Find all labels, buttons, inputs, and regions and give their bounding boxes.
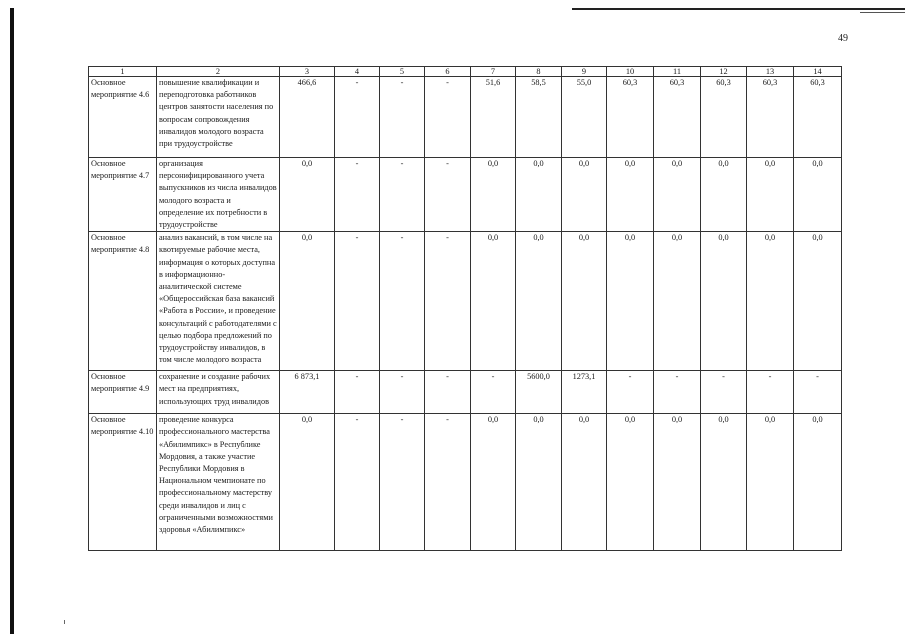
table-cell: 6 873,1 — [280, 371, 335, 414]
table-cell: 0,0 — [280, 158, 335, 232]
measure-name: Основное мероприятие 4.9 — [89, 371, 157, 414]
top-edge-line — [572, 8, 905, 10]
table-cell: 0,0 — [280, 414, 335, 551]
table-cell: 0,0 — [516, 414, 562, 551]
table-cell: 5600,0 — [516, 371, 562, 414]
table-cell: 0,0 — [607, 414, 654, 551]
table-cell: 1273,1 — [562, 371, 607, 414]
page-number: 49 — [838, 33, 848, 44]
table-cell: - — [701, 371, 747, 414]
column-header: 5 — [380, 67, 425, 77]
table-cell: - — [654, 371, 701, 414]
table-cell: 51,6 — [471, 77, 516, 158]
table-cell: - — [380, 414, 425, 551]
table-cell: - — [747, 371, 794, 414]
top-edge-line-secondary — [860, 12, 905, 13]
table-cell: 0,0 — [794, 232, 842, 371]
table-cell: 466,6 — [280, 77, 335, 158]
column-header: 13 — [747, 67, 794, 77]
table-row — [89, 77, 842, 158]
column-header: 14 — [794, 67, 842, 77]
table-cell: 0,0 — [471, 158, 516, 232]
table-cell: 0,0 — [794, 414, 842, 551]
binding-edge-line — [10, 8, 14, 634]
column-number-header-row — [89, 67, 842, 77]
column-header: 8 — [516, 67, 562, 77]
table-row — [89, 371, 842, 414]
column-header: 2 — [157, 67, 280, 77]
table-cell: - — [335, 371, 380, 414]
table-cell: - — [380, 371, 425, 414]
column-header: 12 — [701, 67, 747, 77]
table-cell: - — [425, 77, 471, 158]
table-cell: - — [380, 158, 425, 232]
table-cell: 60,3 — [747, 77, 794, 158]
table-cell: 0,0 — [562, 232, 607, 371]
table-cell: 0,0 — [562, 414, 607, 551]
measure-description: проведение конкурса профессионального мастерства «Абилимпикс» в Республике Мордовия, а также участие Республики Мордовия в Национальном чемпионате по профессиональному мастерству среди инвалидов и лиц с ограниченными возможностями здоровья «Абилимпикс» — [157, 414, 280, 551]
table-cell: 0,0 — [471, 414, 516, 551]
measure-description: повышение квалификации и переподготовка работников центров занятости населения по вопросам сопровождения инвалидов молодого возраста при трудоустройстве — [157, 77, 280, 158]
table-cell: - — [425, 414, 471, 551]
table-cell: - — [425, 232, 471, 371]
table-cell: 0,0 — [654, 232, 701, 371]
table-cell: 0,0 — [747, 158, 794, 232]
table-cell: - — [471, 371, 516, 414]
table-cell: 60,3 — [607, 77, 654, 158]
table-cell: - — [425, 371, 471, 414]
table-cell: 60,3 — [701, 77, 747, 158]
column-header: 4 — [335, 67, 380, 77]
table-cell: 0,0 — [607, 158, 654, 232]
table-cell: 0,0 — [607, 232, 654, 371]
table-cell: - — [380, 232, 425, 371]
measure-description: анализ вакансий, в том числе на квотируемые рабочие места, информация о которых доступна в информационно-аналитической системе «Общероссийская база вакансий «Работа в России», и проведение консультаций с работодателями с целью подбора предложений по трудоустройству инвалидов, в том числе молодого возраста — [157, 232, 280, 371]
table-cell: 0,0 — [654, 414, 701, 551]
table-cell: 0,0 — [562, 158, 607, 232]
column-header: 1 — [89, 67, 157, 77]
column-header: 11 — [654, 67, 701, 77]
table-row — [89, 158, 842, 232]
table-cell: - — [335, 414, 380, 551]
table-cell: 0,0 — [701, 414, 747, 551]
table-cell: - — [335, 158, 380, 232]
measure-description: организация персонифицированного учета выпускников из числа инвалидов молодого возраста и определение их потребности в трудоустройстве — [157, 158, 280, 232]
table-cell: 0,0 — [516, 158, 562, 232]
column-header: 7 — [471, 67, 516, 77]
table-cell: 0,0 — [701, 158, 747, 232]
measure-name: Основное мероприятие 4.10 — [89, 414, 157, 551]
table-cell: 60,3 — [794, 77, 842, 158]
table-cell: 0,0 — [747, 414, 794, 551]
table-cell: 60,3 — [654, 77, 701, 158]
table-cell: 0,0 — [471, 232, 516, 371]
measure-name: Основное мероприятие 4.7 — [89, 158, 157, 232]
measure-name: Основное мероприятие 4.6 — [89, 77, 157, 158]
column-header: 3 — [280, 67, 335, 77]
table-cell: 0,0 — [747, 232, 794, 371]
table-cell: - — [425, 158, 471, 232]
table-cell: 58,5 — [516, 77, 562, 158]
column-header: 6 — [425, 67, 471, 77]
measure-name: Основное мероприятие 4.8 — [89, 232, 157, 371]
table-cell: 0,0 — [516, 232, 562, 371]
table-row — [89, 232, 842, 371]
column-header: 9 — [562, 67, 607, 77]
table-cell: 0,0 — [280, 232, 335, 371]
table-cell: 55,0 — [562, 77, 607, 158]
table-cell: - — [380, 77, 425, 158]
table-cell: 0,0 — [654, 158, 701, 232]
measures-table — [88, 66, 842, 551]
table-cell: - — [335, 232, 380, 371]
table-cell: 0,0 — [794, 158, 842, 232]
table-cell: 0,0 — [701, 232, 747, 371]
table-row — [89, 414, 842, 551]
table-cell: - — [335, 77, 380, 158]
column-header: 10 — [607, 67, 654, 77]
measure-description: сохранение и создание рабочих мест на предприятиях, использующих труд инвалидов — [157, 371, 280, 414]
table-cell: - — [794, 371, 842, 414]
scan-speck — [64, 620, 65, 624]
table-cell: - — [607, 371, 654, 414]
